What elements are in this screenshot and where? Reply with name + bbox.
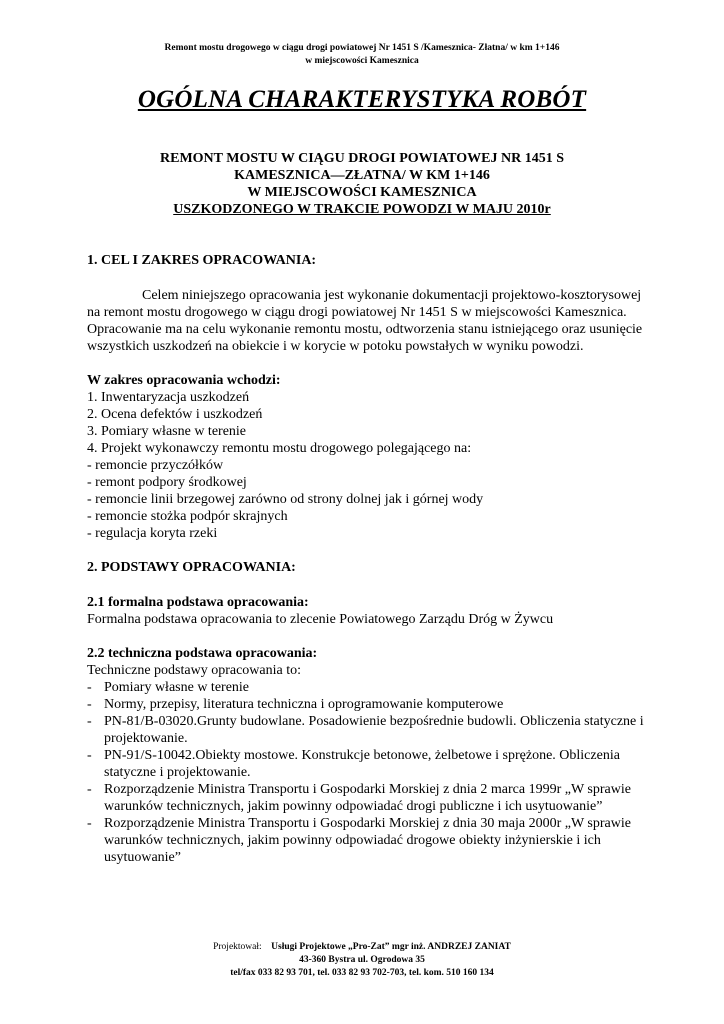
subject-line-3: W MIEJSCOWOŚCI KAMESZNICA [247,185,477,200]
footer-label: Projektował: [213,942,262,952]
list-item: - regulacja koryta rzeki [87,526,218,541]
list-item: - remoncie stożka podpór skrajnych [87,509,288,524]
footer-address: 43-360 Bystra ul. Ogrodowa 35 [299,955,425,965]
list-item [87,713,647,747]
footer [0,941,724,980]
section-2-1-text: Formalna podstawa opracowania to zlecenie Powiatowego Zarządu Dróg w Żywcu [87,612,554,627]
section-2-2-heading: 2.2 techniczna podstawa opracowania: [87,646,318,661]
subject-line-4: USZKODZONEGO W TRAKCIE POWODZI W MAJU 2010r [173,202,551,217]
list-item-text: Rozporządzenie Ministra Transportu i Gospodarki Morskiej z dnia 2 marca 1999r „W sprawie warunków technicznych, jakim powinny odpowiadać drogi publiczne i ich usytuowanie” [104,782,631,814]
list-dash: - [87,680,92,695]
list-dash: - [87,748,92,763]
list-item: - remont podpory środkowej [87,475,247,490]
running-header [0,42,724,68]
list-item [87,781,647,815]
section-1-heading: 1. CEL I ZAKRES OPRACOWANIA: [87,253,317,268]
list-item-text: PN-81/B-03020.Grunty budowlane. Posadowienie bezpośrednie budowli. Obliczenia statyczne i projektowanie. [104,714,644,746]
list-item: - remoncie przyczółków [87,458,224,473]
running-header-line-2: w miejscowości Kamesznica [305,56,419,66]
list-item-text: Normy, przepisy, literatura techniczna i oprogramowanie komputerowe [104,697,504,712]
list-dash: - [87,714,92,729]
document-body [87,252,647,866]
list-item: 2. Ocena defektów i uszkodzeń [87,407,263,422]
list-item: 1. Inwentaryzacja uszkodzeń [87,390,250,405]
list-item: - remoncie linii brzegowej zarówno od strony dolnej jak i górnej wody [87,492,484,507]
list-item [87,679,647,696]
list-item [87,815,647,866]
section-2-heading: 2. PODSTAWY OPRACOWANIA: [87,560,296,575]
footer-contact: tel/fax 033 82 93 701, tel. 033 82 93 702-703, tel. kom. 510 160 134 [230,968,494,978]
scope-heading: W zakres opracowania wchodzi: [87,373,281,388]
list-item-text: PN-91/S-10042.Obiekty mostowe. Konstrukcje betonowe, żelbetowe i sprężone. Obliczenia statyczne i projektowanie. [104,748,620,780]
list-item-text: Pomiary własne w terenie [104,680,250,695]
section-1-paragraph: Celem niniejszego opracowania jest wykonanie dokumentacji projektowo-kosztorysowej na remont mostu drogowego w ciągu drogi powiatowej Nr 1451 S w miejscowości Kamesznica. Opracowanie ma na celu wykonanie remontu mostu, odtworzenia stanu istniejącego oraz usunięcie wszystkich uszkodzeń na obiekcie i w korycie w potoku powstałych w wyniku powodzi. [87,288,643,354]
list-item [87,747,647,781]
footer-company: Usługi Projektowe „Pro-Zat” mgr inż. ANDRZEJ ZANIAT [271,942,511,952]
list-item: 3. Pomiary własne w terenie [87,424,247,439]
list-item [87,696,647,713]
list-dash: - [87,697,92,712]
list-dash: - [87,782,92,797]
subject-block [0,150,724,218]
list-item: 4. Projekt wykonawczy remontu mostu drogowego polegającego na: [87,441,472,456]
running-header-line-1: Remont mostu drogowego w ciągu drogi powiatowej Nr 1451 S /Kamesznica- Złatna/ w km 1+146 [164,43,560,53]
list-item-text: Rozporządzenie Ministra Transportu i Gospodarki Morskiej z dnia 30 maja 2000r „W sprawie warunków technicznych, jakim powinny odpowiadać drogowe obiekty inżynierskie i ich usytuowanie” [104,816,631,865]
technical-basis-list [87,679,647,866]
list-dash: - [87,816,92,831]
section-2-1-heading: 2.1 formalna podstawa opracowania: [87,595,309,610]
document-title: OGÓLNA CHARAKTERYSTYKA ROBÓT [137,86,587,113]
section-2-2-intro: Techniczne podstawy opracowania to: [87,663,301,678]
scope-list [87,389,647,542]
footer-line-1 [0,941,724,954]
subject-line-2: KAMESZNICA—ZŁATNA/ W KM 1+146 [234,168,490,183]
subject-line-1: REMONT MOSTU W CIĄGU DROGI POWIATOWEJ NR 1451 S [160,151,564,166]
